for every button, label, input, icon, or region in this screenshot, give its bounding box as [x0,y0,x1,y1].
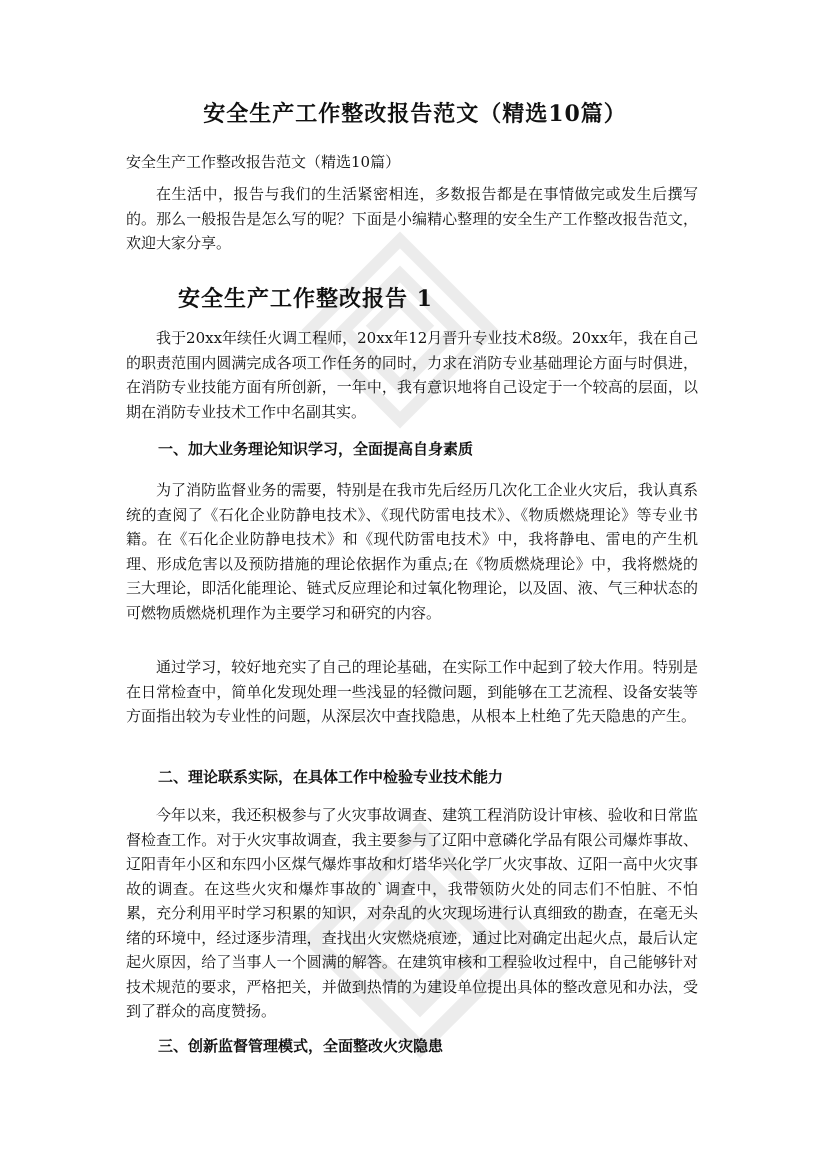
body-paragraph: 我于20xx年续任火调工程师，20xx年12月晋升专业技术8级。20xx年，我在自己的职责范围内圆满完成各项工作任务的同时，力求在消防专业基础理论方面与时俱进，在消防专业技能方面有所创新，一年中，我有意识地将自己设定于一个较高的层面，以期在消防专业技术工作中名副其实。 [126,329,698,421]
sub-heading: 三、创新监督管理模式，全面整改火灾隐患 [158,1037,444,1055]
sub-heading: 二、理论联系实际，在具体工作中检验专业技术能力 [158,768,504,786]
document-subtitle: 安全生产工作整改报告范文（精选10篇） [126,153,401,171]
sub-heading: 一、加大业务理论知识学习，全面提高自身素质 [158,440,474,458]
body-paragraph: 通过学习，较好地充实了自己的理论基础，在实际工作中起到了较大作用。特别是在日常检查中，简单化发现处理一些浅显的轻微问题，到能够在工艺流程、设备安装等方面指出较为专业性的问题，从深层次中查找隐患，从根本上杜绝了先天隐患的产生。 [126,658,698,725]
body-paragraph: 为了消防监督业务的需要，特别是在我市先后经历几次化工企业火灾后，我认真系统的查阅了《石化企业防静电技术》、《现代防雷电技术》、《物质燃烧理论》等专业书籍。在《石化企业防静电技术》和《现代防雷电技术》中，我将静电、雷电的产生机理、形成危害以及预防措施的理论依据作为重点;在《物质燃烧理论》中，我将燃烧的三大理论，即活化能理论、链式反应理论和过氧化物理论，以及固、液、气三种状态的可燃物质燃烧机理作为主要学习和研究的内容。 [126,481,698,622]
section-title: 安全生产工作整改报告 1 [178,286,433,312]
document-title: 安全生产工作整改报告范文（精选10篇） [203,101,627,127]
body-paragraph: 今年以来，我还积极参与了火灾事故调查、建筑工程消防设计审核、验收和日常监督检查工作。对于火灾事故调查，我主要参与了辽阳中意磷化学品有限公司爆炸事故、辽阳青年小区和东四小区煤气爆炸事故和灯塔华兴化学厂火灾事故、辽阳一高中火灾事故的调查。在这些火灾和爆炸事故的`调查中，我带领防火处的同志们不怕脏、不怕累，充分利用平时学习积累的知识，对杂乱的火灾现场进行认真细致的勘查，在毫无头绪的环境中，经过逐步清理，查找出火灾燃烧痕迹，通过比对确定出起火点，最后认定起火原因，给了当事人一个圆满的解答。在建筑审核和工程验收过程中，自己能够针对技术规范的要求，严格把关，并做到热情的为建设单位提出具体的整改意见和办法，受到了群众的高度赞扬。 [126,806,698,1020]
intro-paragraph: 在生活中，报告与我们的生活紧密相连，多数报告都是在事情做完或发生后撰写的。那么一般报告是怎么写的呢？下面是小编精心整理的安全生产工作整改报告范文，欢迎大家分享。 [126,185,698,252]
